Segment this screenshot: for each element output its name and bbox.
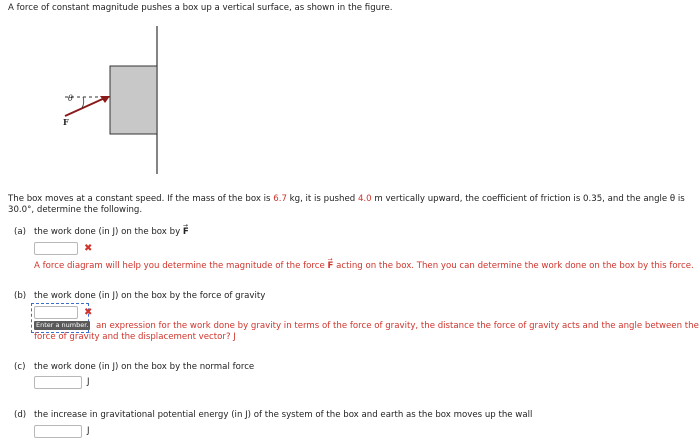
force-vector-symbol: → F xyxy=(327,261,333,272)
incorrect-icon: ✖ xyxy=(84,243,93,254)
part-b-question: the work done (in J) on the box by the force of gravity xyxy=(34,291,266,301)
part-a-feedback-text: acting on the box. Then you can determine the work done on the box by this force. xyxy=(333,261,694,271)
problem-statement-line2: 30.0°, determine the following. xyxy=(8,205,143,215)
part-a-label: (a) xyxy=(14,227,26,237)
part-b-feedback-line1: an expression for the work done by gravity in terms of the force of gravity, the distance the force of gravity acts and the angle between the xyxy=(96,321,699,331)
part-b-feedback-line2: force of gravity and the displacement vector? J xyxy=(34,332,236,342)
part-c-answer-input[interactable] xyxy=(34,376,82,389)
part-c-label: (c) xyxy=(14,362,26,372)
distance-value: 4.0 xyxy=(357,194,372,204)
part-a-question-text: the work done (in J) on the box by xyxy=(34,227,183,237)
problem-statement xyxy=(8,194,694,205)
part-a-feedback-text: A force diagram will help you determine the magnitude of the force xyxy=(34,261,328,271)
statement-text: m vertically upward, the coefficient of friction is 0.35, and the angle θ is xyxy=(371,194,685,204)
part-d-label: (d) xyxy=(14,410,27,420)
part-a-answer-input[interactable] xyxy=(34,242,78,255)
box xyxy=(110,66,157,134)
problem-figure xyxy=(55,24,175,176)
mass-value: 6.7 xyxy=(273,194,287,204)
statement-text: The box moves at a constant speed. If the mass of the box is xyxy=(8,194,274,204)
part-d-unit: J xyxy=(87,426,90,436)
angle-arc xyxy=(82,97,84,108)
statement-text: kg, it is pushed xyxy=(286,194,358,204)
part-b-answer-input[interactable] xyxy=(34,306,78,319)
enter-number-tooltip: Enter a number. xyxy=(36,321,89,329)
part-a-feedback xyxy=(34,261,694,272)
part-a-question xyxy=(34,227,189,238)
force-vector-symbol: → F xyxy=(183,227,189,238)
part-c-question: the work done (in J) on the box by the normal force xyxy=(34,362,255,372)
part-b-label: (b) xyxy=(14,291,27,301)
incorrect-icon: ✖ xyxy=(84,307,93,318)
force-label: F xyxy=(63,117,69,127)
part-c-unit: J xyxy=(87,377,90,387)
part-d-question: the increase in gravitational potential energy (in J) of the system of the box and earth as the box moves up the wall xyxy=(34,410,533,420)
theta-label: θ xyxy=(68,94,73,103)
part-d-answer-input[interactable] xyxy=(34,425,82,438)
problem-intro: A force of constant magnitude pushes a box up a vertical surface, as shown in the figure. xyxy=(8,3,393,13)
